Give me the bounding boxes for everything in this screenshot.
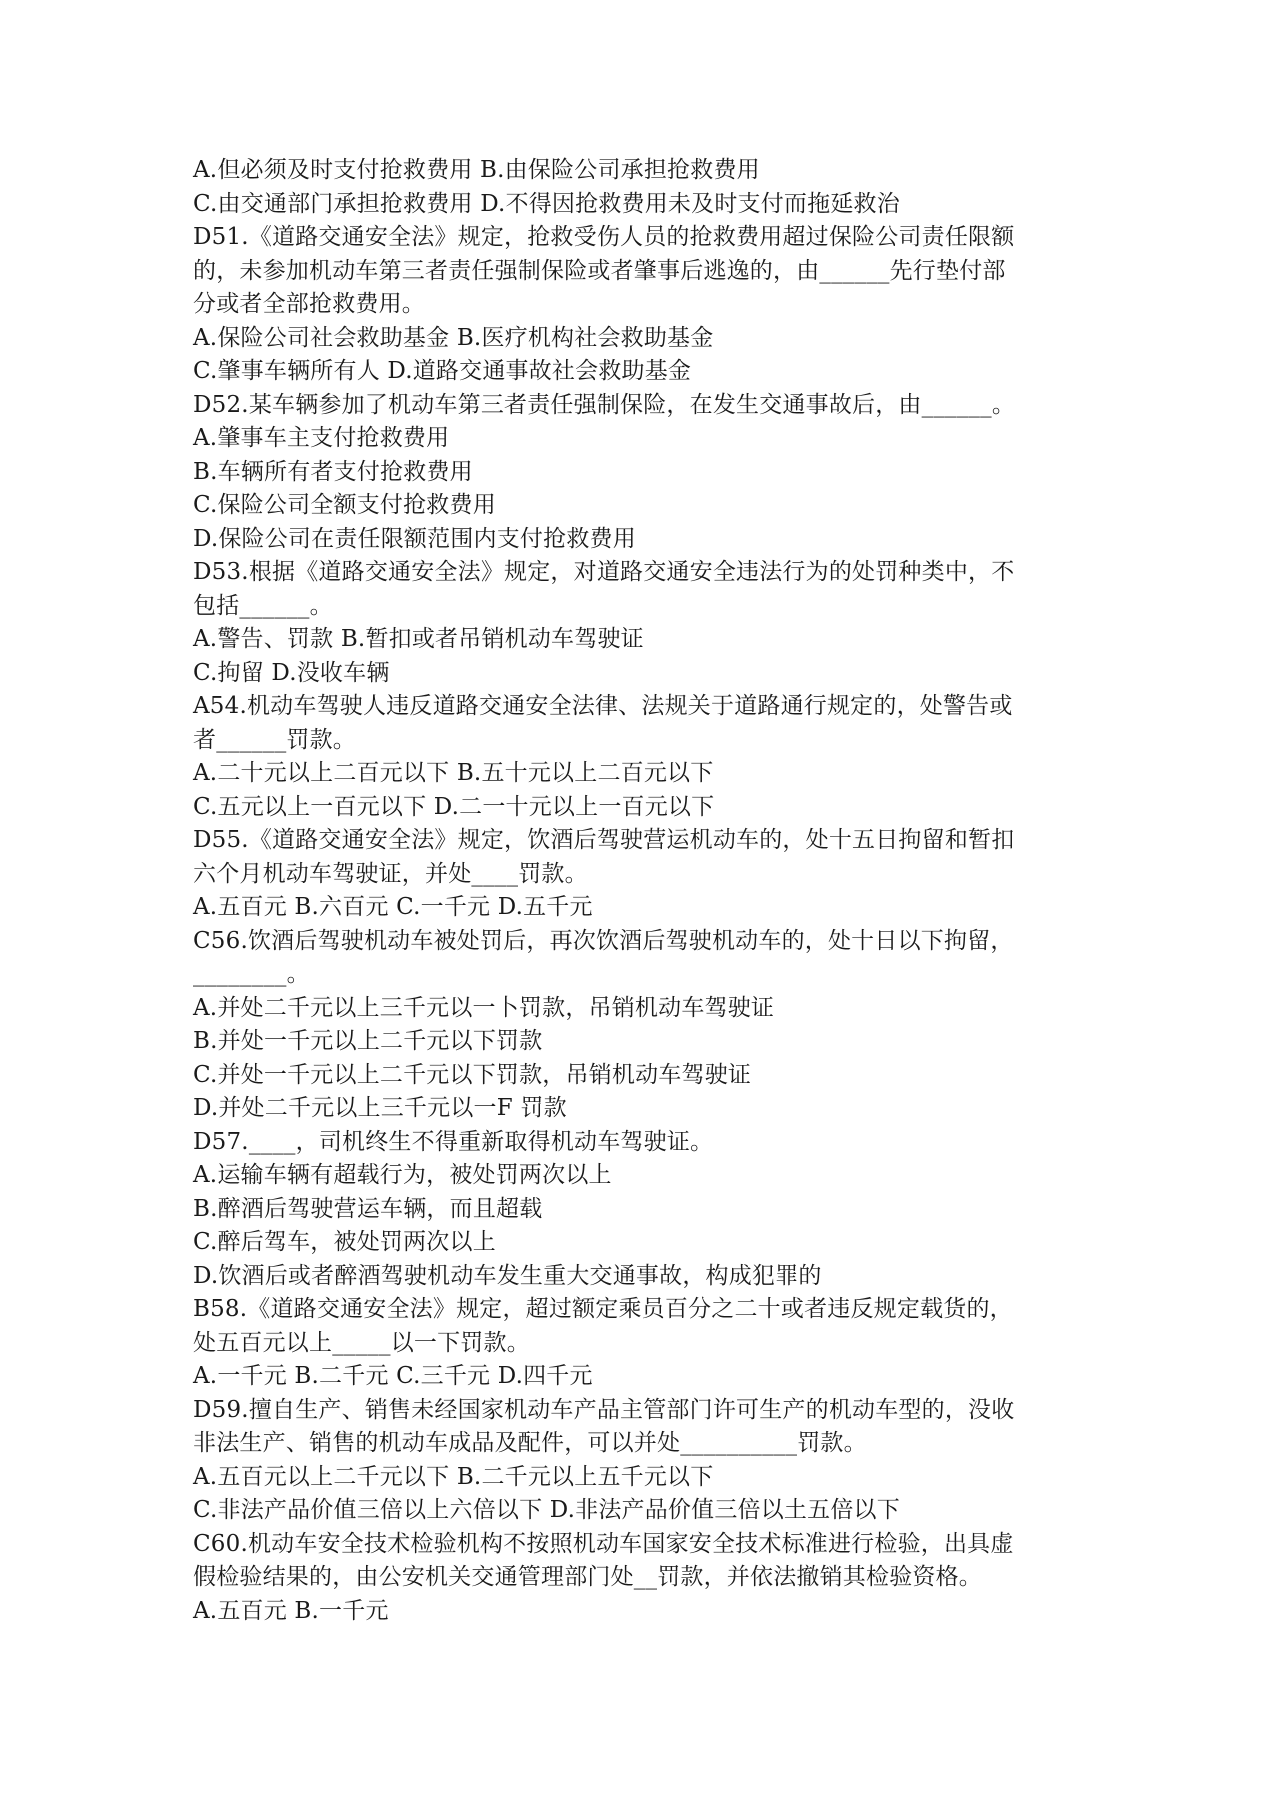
text-line-9: A.肇事车主支付抢救费用 xyxy=(193,425,450,451)
text-line-40: A.五百元以上二千元以下 B.二千元以上五千元以下 xyxy=(193,1463,714,1490)
text-line-1: A.但必须及时支付抢救费用 B.由保险公司承担抢救费用 xyxy=(193,157,760,183)
text-line-23: A.五百元 B.六百元 C.一千元 D.五千元 xyxy=(193,894,593,920)
text-line-39: 非法生产、销售的机动车成品及配件，可以并处__________罚款。 xyxy=(193,1430,867,1456)
text-line-12: D.保险公司在责任限额范围内支付抢救费用 xyxy=(193,525,636,552)
text-line-4: 的，未参加机动车第三者责任强制保险或者肇事后逃逸的，由______先行垫付部 xyxy=(193,257,1006,284)
text-line-22: 六个月机动车驾驶证，并处____罚款。 xyxy=(193,860,588,887)
text-line-44: A.五百元 B.一千元 xyxy=(193,1597,389,1624)
text-line-31: A.运输车辆有超载行为，被处罚两次以上 xyxy=(193,1162,612,1188)
text-line-43: 假检验结果的，由公安机关交通管理部门处__罚款，并依法撤销其检验资格。 xyxy=(193,1564,982,1590)
text-line-37: A.一千元 B.二千元 C.三千元 D.四千元 xyxy=(193,1363,593,1389)
text-line-10: B.车辆所有者支付抢救费用 xyxy=(193,458,473,485)
text-line-16: C.拘留 D.没收车辆 xyxy=(193,659,390,686)
text-line-32: B.醉酒后驾驶营运车辆，而且超载 xyxy=(193,1195,543,1222)
text-line-28: C.并处一千元以上二千元以下罚款，吊销机动车驾驶证 xyxy=(193,1061,752,1088)
document-body xyxy=(193,154,1105,1628)
text-line-2: C.由交通部门承担抢救费用 D.不得因抢救费用未及时支付而拖延救治 xyxy=(193,190,900,217)
text-line-17: A54.机动车驾驶人违反道路交通安全法律、法规关于道路通行规定的，处警告或 xyxy=(193,693,1013,719)
text-line-38: D59.擅自生产、销售未经国家机动车产品主管部门许可生产的机动车型的，没收 xyxy=(193,1396,1015,1423)
text-line-3: D51.《道路交通安全法》规定，抢救受伤人员的抢救费用超过保险公司责任限额 xyxy=(193,224,1015,250)
text-line-6: A.保险公司社会救助基金 B.医疗机构社会救助基金 xyxy=(193,324,714,351)
text-line-35: B58.《道路交通安全法》规定，超过额定乘员百分之二十或者违反规定载货的， xyxy=(193,1296,1013,1322)
text-line-11: C.保险公司全额支付抢救费用 xyxy=(193,492,496,518)
text-line-24: C56.饮酒后驾驶机动车被处罚后，再次饮酒后驾驶机动车的，处十日以下拘留， xyxy=(193,927,1014,954)
text-line-20: C.五元以上一百元以下 D.二一十元以上一百元以下 xyxy=(193,793,715,820)
text-line-7: C.肇事车辆所有人 D.道路交通事故社会救助基金 xyxy=(193,358,692,384)
text-line-42: C60.机动车安全技术检验机构不按照机动车国家安全技术标准进行检验，出具虚 xyxy=(193,1530,1014,1557)
text-line-13: D53.根据《道路交通安全法》规定，对道路交通安全违法行为的处罚种类中，不 xyxy=(193,559,1015,585)
text-line-36: 处五百元以上_____以一下罚款。 xyxy=(193,1329,530,1356)
text-line-25: ________。 xyxy=(193,961,310,987)
text-line-5: 分或者全部抢救费用。 xyxy=(193,291,425,317)
text-line-21: D55.《道路交通安全法》规定，饮酒后驾驶营运机动车的，处十五日拘留和暂扣 xyxy=(193,827,1015,853)
text-line-41: C.非法产品价值三倍以上六倍以下 D.非法产品价值三倍以土五倍以下 xyxy=(193,1497,900,1523)
text-line-19: A.二十元以上二百元以下 B.五十元以上二百元以下 xyxy=(193,760,714,786)
text-line-27: B.并处一千元以上二千元以下罚款 xyxy=(193,1028,543,1054)
text-line-18: 者______罚款。 xyxy=(193,726,356,753)
text-line-34: D.饮酒后或者醉酒驾驶机动车发生重大交通事故，构成犯罪的 xyxy=(193,1262,822,1289)
text-line-14: 包括______。 xyxy=(193,592,333,619)
text-line-8: D52.某车辆参加了机动车第三者责任强制保险，在发生交通事故后，由______。 xyxy=(193,391,1016,418)
text-line-15: A.警告、罚款 B.暂扣或者吊销机动车驾驶证 xyxy=(193,626,644,652)
text-line-26: A.并处二千元以上三千元以一卜罚款，吊销机动车驾驶证 xyxy=(193,994,775,1021)
text-line-30: D57.____，司机终生不得重新取得机动车驾驶证。 xyxy=(193,1128,714,1155)
text-line-29: D.并处二千元以上三千元以一F 罚款 xyxy=(193,1095,567,1121)
text-line-33: C.醉后驾车，被处罚两次以上 xyxy=(193,1229,496,1255)
